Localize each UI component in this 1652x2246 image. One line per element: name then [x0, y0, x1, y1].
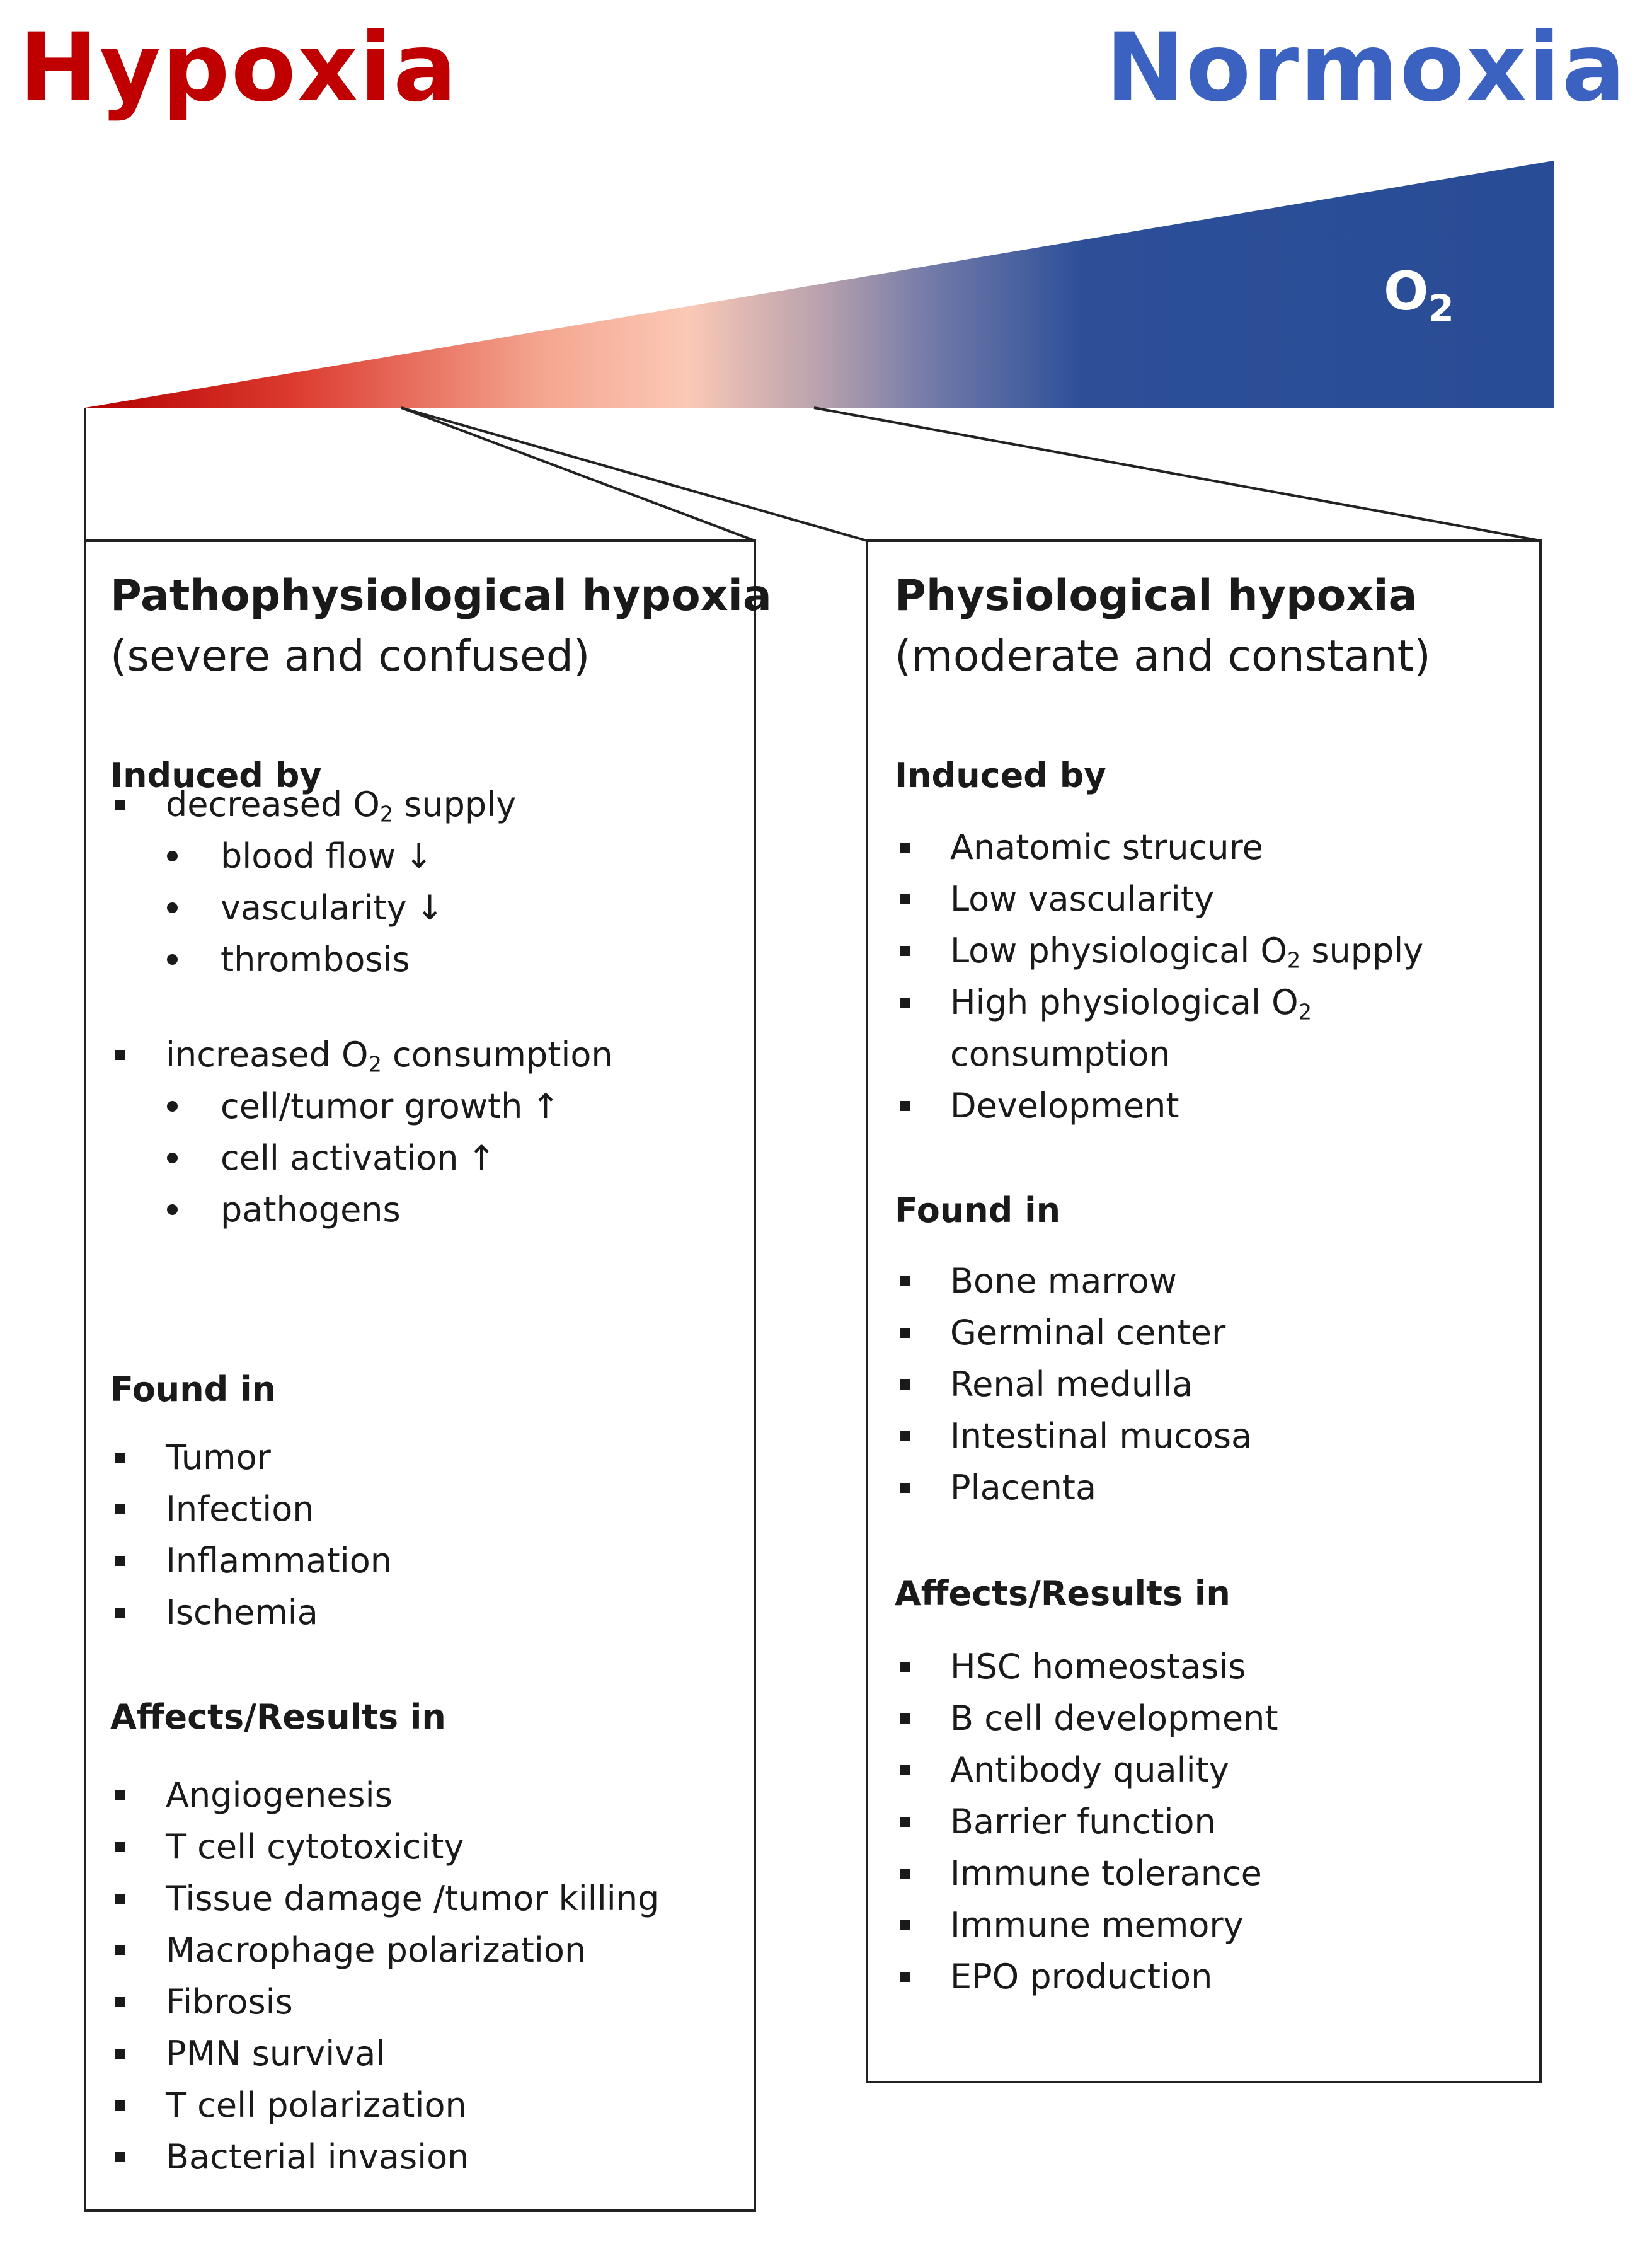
list-item: Low vascularity: [895, 873, 1423, 925]
list-item: increased O2 consumption: [110, 1029, 613, 1081]
sub-list-container: [110, 1081, 613, 1236]
list-item: decreased O2 supply: [110, 779, 516, 831]
induced-by-heading: Induced by: [110, 756, 322, 795]
induced-by-list-2: [110, 1029, 613, 1236]
hypoxia-title: Hypoxia: [19, 13, 459, 123]
right-connector-line: [814, 408, 1540, 541]
panel-subtitle: (severe and confused): [110, 631, 590, 681]
list-item: Germinal center: [895, 1307, 1252, 1359]
list-item: Barrier function: [895, 1796, 1278, 1848]
arrow-up-icon: ↑: [531, 1086, 560, 1126]
list-item: pathogens: [110, 1184, 613, 1236]
list-item: blood flow ↓: [110, 831, 516, 882]
found-in-heading: Found in: [110, 1369, 277, 1409]
list-item: cell/tumor growth ↑: [110, 1081, 613, 1132]
oxygen-gradient-wedge: [85, 161, 1554, 408]
list-item-continuation: consumption: [950, 1034, 1171, 1074]
found-in-heading: Found in: [895, 1190, 1061, 1230]
normoxia-title: Normoxia: [1105, 13, 1627, 123]
list-item: High physiological O2: [895, 977, 1423, 1028]
panel-title: Physiological hypoxia: [895, 571, 1418, 621]
list-item: Antibody quality: [895, 1744, 1278, 1796]
list-item: Bone marrow: [895, 1255, 1252, 1307]
induced-by-list: [895, 822, 1423, 1132]
affects-list: [110, 1770, 659, 2183]
list-item: Development: [895, 1080, 1423, 1132]
list-item: thrombosis: [110, 934, 516, 986]
list-item: Angiogenesis: [110, 1770, 659, 1821]
list-item: Bacterial invasion: [110, 2131, 659, 2183]
sub-list-container: [110, 831, 516, 986]
list-item: HSC homeostasis: [895, 1641, 1278, 1693]
induced-by-list: [110, 779, 516, 986]
arrow-down-icon: ↓: [415, 888, 444, 928]
list-item: cell activation ↑: [110, 1132, 613, 1184]
list-item: PMN survival: [110, 2028, 659, 2080]
found-in-list: [895, 1255, 1252, 1514]
list-item: Immune memory: [895, 1899, 1278, 1951]
affects-list: [895, 1641, 1278, 2003]
o2-gradient-label: $O_2$: [1384, 260, 1454, 330]
induced-by-heading: Induced by: [895, 756, 1106, 795]
left-connector-line: [401, 408, 755, 541]
list-item: Macrophage polarization: [110, 1925, 659, 1976]
affects-heading: Affects/Results in: [110, 1697, 446, 1737]
list-item: Infection: [110, 1483, 392, 1535]
arrow-up-icon: ↑: [467, 1138, 496, 1178]
list-item: Renal medulla: [895, 1359, 1252, 1410]
panel-title: Pathophysiological hypoxia: [110, 571, 772, 621]
panel-subtitle: (moderate and constant): [895, 631, 1431, 681]
list-item: T cell polarization: [110, 2080, 659, 2131]
list-item: Immune tolerance: [895, 1848, 1278, 1899]
list-item: Ischemia: [110, 1587, 392, 1638]
list-item: T cell cytotoxicity: [110, 1821, 659, 1873]
arrow-down-icon: ↓: [404, 836, 433, 876]
physiological-hypoxia-panel: [895, 566, 1528, 2072]
list-item: B cell development: [895, 1693, 1278, 1744]
list-item: Placenta: [895, 1462, 1252, 1514]
right-connector-line: [401, 408, 867, 541]
list-item: Inflammation: [110, 1535, 392, 1587]
found-in-list: [110, 1432, 392, 1638]
list-item: Intestinal mucosa: [895, 1410, 1252, 1462]
list-item: Fibrosis: [110, 1976, 659, 2028]
list-item: vascularity ↓: [110, 882, 516, 934]
list-item: Low physiological O2 supply: [895, 925, 1423, 977]
list-item: EPO production: [895, 1951, 1278, 2003]
affects-heading: Affects/Results in: [895, 1574, 1230, 1613]
list-item: Tissue damage /tumor killing: [110, 1873, 659, 1925]
pathophysiological-hypoxia-panel: [110, 566, 772, 2211]
list-item: Tumor: [110, 1432, 392, 1483]
list-item: Anatomic strucure: [895, 822, 1423, 873]
